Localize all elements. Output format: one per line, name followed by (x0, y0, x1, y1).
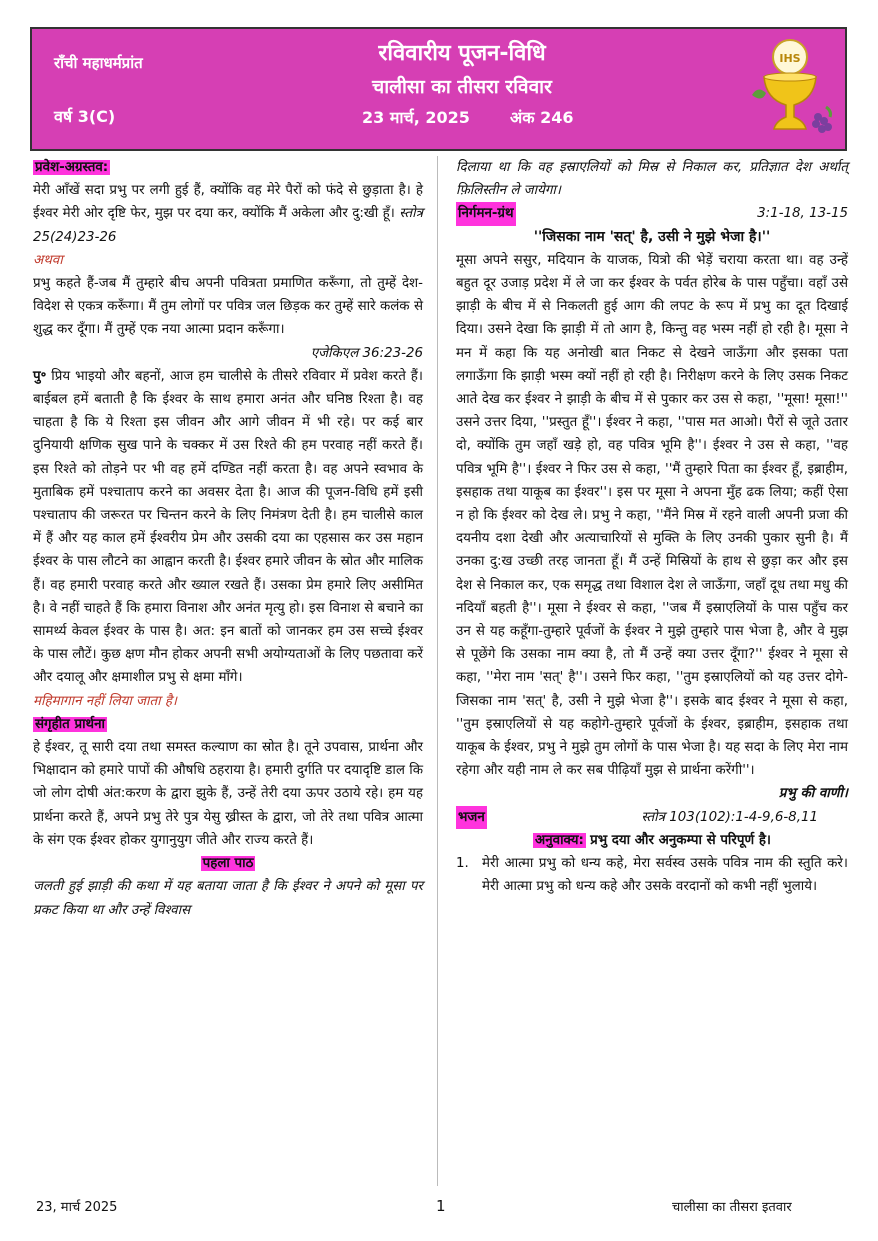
page-subtitle: चालीसा का तीसरा रविवार (372, 76, 552, 98)
first-reading-intro-cont: दिलाया था कि वह इस्राएलियों को मिस्र से निकाल कर, प्रतिज्ञात देश अर्थात् फ़िलिस्तीन ले जायेगा। (456, 160, 848, 199)
word-of-lord: प्रभु की वाणी। (778, 786, 848, 802)
priest-mark: पु॰ (33, 368, 47, 384)
reading-headline: ''जिसका नाम 'सत्' है, उसी ने मुझे भेजा है।'' (533, 228, 771, 245)
first-reading-intro: जलती हुई झाड़ी की कथा में यह बताया जाता है कि ईश्वर ने अपने को मूसा पर प्रकट किया था और उन्हें विश्वास (33, 879, 423, 918)
header-banner (30, 27, 847, 151)
alternate-ref: एजेकिएल 36:23-26 (310, 345, 423, 361)
page-number: 1 (436, 1197, 446, 1215)
column-divider (437, 156, 438, 1186)
gloria-note: महिमागान नहीं लिया जाता है। (33, 693, 178, 709)
verse-text: मेरी आत्मा प्रभु को धन्य कहे, मेरा सर्वस्व उसके पवित्र नाम की स्तुति करे। मेरी आत्मा प्रभु को धन्य कहे और उसके वरदानों को कभी नहीं भुलाये। (482, 856, 848, 895)
psalm-label: भजन (456, 806, 487, 829)
right-column (456, 156, 848, 899)
host-monogram: IHS (779, 52, 801, 65)
psalm-ref: स्तोत्र 103(102):1-4-9,6-8,11 (641, 809, 818, 825)
year-label: वर्ष 3(C) (54, 107, 116, 126)
book-label: निर्गमन-ग्रंथ (456, 202, 516, 225)
reading-text: मूसा अपने ससुर, मदियान के याजक, यित्रो की भेड़ें चराया करता था। वह उन्हें बहुत दूर उजाड़ प्रदेश में ले जा कर ईश्वर के पर्वत होरेब के पास पहुँचा। वहाँ उसे झाड़ी के बीच में से निकलती हुई आग की लपट के रूप में प्रभु का दूत दिखाई दिया। उसने देखा कि झाड़ी में तो आग है, किन्तु वह भस्म नहीं हो रही है। मूसा ने मन में कहा कि यह अनोखी बात निकट से देखने जाऊँगा और इसका पता लगाऊँगा कि झाड़ी भस्म क्यों नहीं हो रही है। निरीक्षण करने के लिए उसक निकट आते देख कर ईश्वर ने झाड़ी के बीच में से पुकार कर उस से कहा, ''मूसा! मूसा!'' उसने उत्तर दिया, ''प्रस्तुत हूँ''। ईश्वर ने कहा, ''पास मत आओ। पैरों से जूते उतार दो, क्योंकि तुम जहाँ खड़े हो, वह पवित्र भूमि है''। ईश्वर ने उस से कहा, ''वह पवित्र भूमि है''। ईश्वर ने फिर उस से कहा, ''मैं तुम्हारे पिता का ईश्वर हूँ, इब्राहीम, इसहाक तथा याकूब का ईश्वर''। इस पर मूसा ने अपना मुँह ढक लिया; कहीं ऐसा न हो कि ईश्वर को देख ले। प्रभु ने कहा, ''मैंने मिस्र में रहने वाली अपनी प्रजा की दयनीय दशा देखी और अत्याचारियों से मुक्ति के लिए उनकी पुकार सुनी है। मैं उनका दु:ख उच्छी तरह जानता हूँ। मैं उन्हें मिस्रियों के हाथ से छुड़ा कर और इस देश से निकाल कर, एक समृद्ध तथा विशाल देश ले जाऊँगा, जहाँ दूध तथा मधु की नदियाँ बहती है''। मूसा ने ईश्वर से कहा, ''जब मैं इस्राएलियों के पास पहुँच कर उन से यह कहूँगा-तुम्हारे पूर्वजों के ईश्वर ने मुझे तुम्हारे पास भेजा है, और वे मुझ से पूछेंगे कि उसका नाम क्या है, तो मैं उन्हें क्या उत्तर दूँगा?'' ईश्वर ने मूसा से कहा, ''मेरा नाम 'सत्' है''। उसने फिर कहा, ''तुम इस्राएलियों को यह उत्तर दोगे-जिसका नाम 'सत्' है, उसी ने मुझे भेजा है''। इसके बाद ईश्वर ने मूसा से कहा, ''तुम इस्राएलियों से यह कहोगे-तुम्हारे पूर्वजों के ईश्वर, इब्राहीम, इसहाक तथा याकूब के ईश्वर, प्रभु ने मुझे तुम लोगों के पास भेजा है। यह सदा के लिए मेरा नाम रहेगा और यही नाम ले कर सब पीढ़ियाँ मुझ से प्रार्थना करेंगी''। (456, 252, 848, 779)
response-label: अनुवाक्य: (534, 832, 584, 848)
footer-title: चालीसा का तीसरा इतवार (672, 1200, 792, 1215)
introduction: पु॰ प्रिय भाइयो और बहनों, आज हम चालीसे के तीसरे रविवार में प्रवेश करते हैं। बाईबल हमें बताती है कि ईश्वर के साथ हमारा अनंत और घनिष्ठ रिश्ता है। वह चाहता है कि ये रिश्ता इस जीवन और आगे जीवन में भी रहे। पर कई बार दुनियायी क्षणिक सुख पाने के चक्कर में उस रिश्ते की हम परवाह नहीं करते हैं। इस रिश्ते को तोड़ने पर भी वह हमें दण्डित नहीं करता है। वह अपने स्वभाव के मुताबिक हमें पश्चाताप करने का अवसर देता है। आज की पूजन-विधि हमें इसी पश्चाताप की जरूरत पर चिन्तन करने के लिए निमंत्रण देती है। हम चालीसे काल में हैं और यह काल हमें ईश्वरीय प्रेम और उसकी दया का एहसास कर उस महान ईश्वर के पास लौटने का आह्वान करती है। ईश्वर हमारे जीवन के स्रोत और मालिक हैं। वह हमारी परवाह करते और ख्याल रखते हैं। उसका प्रेम हमारे लिए असीमित है। वे नहीं चाहते हैं कि हमारा विनाश और अनंत मृत्यु हो। इस विनाश से बचाने का सामर्थ्य केवल ईश्वर के पास है। अत: इन बातों को जानकर हम उस सच्चे ईश्वर के पास लौटें। कुछ क्षण मौन होकर अपनी सभी अयोग्यताओं के लिए पछतावा करें और दयालू और क्षमाशील प्रभु से क्षमा माँगे। (33, 368, 423, 686)
psalm-verse (456, 852, 848, 898)
collect-label: संगृहीत प्रार्थना (35, 716, 106, 732)
issue-date: 23 मार्च, 2025 (362, 108, 470, 127)
chalice-icon (744, 37, 836, 143)
verse-number: 1. (456, 856, 469, 872)
psalm-response: अनुवाक्य: प्रभु दया और अनुकम्पा से परिपूर्ण है। (534, 832, 772, 848)
collect-prayer: हे ईश्वर, तू सारी दया तथा समस्त कल्याण का स्रोत है। तूने उपवास, प्रार्थना और भिक्षादान को हमारे पापों की औषधि ठहराया है। हमारी दुर्गति पर दयादृष्टि डाल कि जो लोग दोषी अंत:करण के द्वारा झुके हैं, उन्हें तेरी दया ऊपर उठाये रहे। हम यह प्रार्थना करते हैं, अपने प्रभु तेरे पुत्र येसु ख्रीस्त के द्वारा, जो तेरे तथा पवित्र आत्मा के संग एक ईश्वर होकर युगानुयुग जीते और राज्य करते हैं। (33, 740, 423, 848)
entrance-label: प्रवेश-अग्रस्तव: (35, 160, 109, 175)
first-reading-label: पहला पाठ (202, 856, 254, 872)
entrance-ref: स्तोत्र 25(24)23-26 (33, 206, 423, 245)
entrance-antiphon: मेरी आँखें सदा प्रभु पर लगी हुई हैं, क्योंकि वह मेरे पैरों को फंदे से छुड़ाता है। हे ईश्वर मेरी ओर दृष्टि फेर, मुझ पर दया कर, क्योंकि मैं अकेला और दु:खी हूँ। स्तोत्र 25(24)23-26 (33, 183, 423, 245)
issue-number: अंक 246 (510, 108, 574, 127)
page-title: रविवारीय पूजन-विधि (378, 41, 546, 66)
book-ref: 3:1-18, 13-15 (757, 206, 848, 222)
footer-date: 23, मार्च 2025 (36, 1200, 118, 1215)
left-column (33, 156, 423, 922)
or-label: अथवा (33, 252, 63, 268)
alternate-antiphon: प्रभु कहते हैं-जब मैं तुम्हारे बीच अपनी पवित्रता प्रमाणित करूँगा, तो तुम्हें देश-विदेश से एकत्र करूँगा। मैं तुम लोगों पर पवित्र जल छिड़क कर तुम्हें सारे कलंक से शुद्ध कर दूँगा। मैं तुम्हें एक नया आत्मा प्रदान करूँगा। (33, 276, 423, 338)
diocese-name: राँची महाधर्मप्रांत (54, 54, 143, 72)
